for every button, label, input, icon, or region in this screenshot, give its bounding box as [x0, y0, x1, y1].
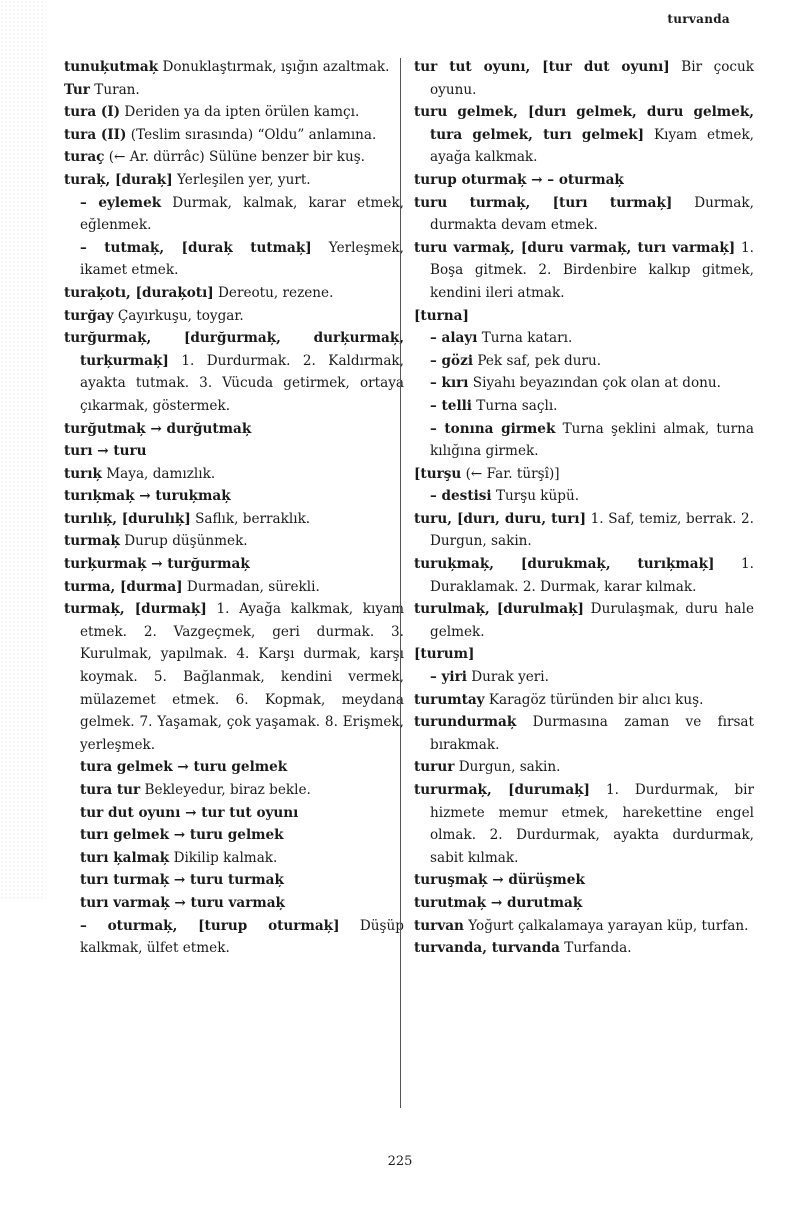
entry-headword: turu gelmek, [durı gelmek, duru gelmek, tura gelmek, turı gelmek]	[414, 104, 754, 143]
entry-definition: Siyahı beyazından çok olan at donu.	[472, 375, 721, 392]
entry-headword: turma, [durma]	[64, 578, 183, 595]
entry-definition: (← Far. türşî)]	[465, 465, 560, 482]
entry-headword: turmaķ, [durmaķ]	[64, 601, 207, 618]
entry-headword: tur tut oyunı, [tur dut oyunı]	[414, 59, 670, 75]
dictionary-entry	[414, 689, 754, 712]
entry-headword: turulmaķ, [durulmaķ]	[414, 601, 584, 618]
dictionary-entry	[414, 892, 754, 915]
entry-definition: Bekleyedur, biraz bekle.	[144, 782, 311, 798]
entry-definition: Durmadan, sürekli.	[186, 578, 320, 595]
entry-headword: turu varmaķ, [duru varmaķ, turı varmaķ]	[414, 239, 736, 256]
entry-headword: – alayı	[430, 330, 478, 347]
entry-headword: – telli	[430, 397, 472, 414]
entry-definition: Turan.	[94, 81, 140, 98]
entry-headword: turaķ, [duraķ]	[64, 171, 173, 188]
dictionary-entry	[414, 327, 754, 350]
entry-definition: 1. Durdurmak. 2. Kaldırmak, ayakta tutmak. 3. Vücuda getirmek, ortaya çıkarmak, göstermek.	[80, 352, 404, 414]
dictionary-entry	[64, 169, 404, 192]
entry-headword: turuşmaķ → dürüşmek	[414, 872, 585, 889]
entry-definition: Dikilip kalmak.	[173, 849, 278, 866]
dictionary-entry	[64, 802, 404, 825]
entry-definition: Durmak, durmakta devam etmek.	[430, 194, 754, 234]
dictionary-entry	[64, 79, 404, 102]
dictionary-entry	[64, 869, 404, 892]
entry-headword: [turum]	[414, 646, 475, 663]
entry-definition: Saflık, berraklık.	[195, 510, 311, 527]
entry-headword: turaç	[64, 149, 105, 166]
entry-headword: turıķ	[64, 465, 102, 482]
entry-headword: turaķotı, [duraķotı]	[64, 284, 214, 301]
entry-definition: Turşu küpü.	[495, 488, 580, 505]
dictionary-entry	[64, 146, 404, 169]
entry-headword: turı varmaķ → turu varmaķ	[80, 894, 285, 911]
entry-headword: turmaķ	[64, 533, 120, 550]
dictionary-entry	[64, 530, 404, 553]
entry-definition: Durmasına zaman ve fırsat bırakmak.	[430, 714, 754, 753]
entry-headword: tur dut oyunı → tur tut oyunı	[80, 804, 299, 821]
entry-definition: Durgun, sakin.	[458, 759, 561, 776]
entry-headword: turundurmaķ	[414, 714, 517, 731]
entry-definition: Durmak, kalmak, karar etmek, eğlenmek.	[80, 194, 405, 234]
entry-headword: – gözi	[430, 352, 473, 369]
entry-headword: turuķmaķ, [durukmaķ, turıķmaķ]	[414, 556, 715, 573]
entry-definition: Yerleşilen yer, yurt.	[177, 171, 311, 188]
entry-headword: turu turmaķ, [turı turmaķ]	[414, 194, 673, 211]
entry-definition: Çayırkuşu, toygar.	[117, 307, 244, 324]
right-column	[414, 56, 754, 960]
dictionary-entry	[414, 711, 754, 756]
entry-definition: 1. Durdurmak, bir hizmete memur etmek, harekettine engel olmak. 2. Durdurmak, ayakta durdurmak, sabit kılmak.	[430, 782, 754, 866]
entry-headword: Tur	[64, 81, 90, 98]
entry-headword: [turna]	[414, 307, 469, 324]
dictionary-entry	[414, 395, 754, 418]
entry-definition: Karagöz türünden bir alıcı kuş.	[488, 691, 704, 708]
entry-definition: Turfanda.	[564, 940, 632, 957]
entry-headword: tura gelmek → turu gelmek	[80, 759, 288, 776]
dictionary-entry	[64, 440, 404, 463]
dictionary-entry	[414, 237, 754, 305]
dictionary-entry	[414, 553, 754, 598]
entry-definition: 1. Saf, temiz, berrak. 2. Durgun, sakin.	[430, 510, 754, 550]
page-number: 225	[387, 1154, 413, 1169]
entry-headword: turğay	[64, 307, 114, 324]
entry-headword: turı gelmek → turu gelmek	[80, 827, 284, 844]
entry-headword: turup oturmaķ → – oturmaķ	[414, 171, 624, 188]
entry-definition: Durak yeri.	[471, 669, 549, 686]
scan-margin-texture	[0, 0, 46, 900]
entry-definition: (Teslim sırasında) “Oldu” anlamına.	[130, 126, 377, 143]
entry-definition: Turna şeklini almak, turna kılığına girmek.	[430, 420, 754, 460]
entry-headword: turğurmaķ, [durğurmaķ, durķurmaķ, turķurmaķ]	[64, 330, 404, 369]
column-divider	[400, 58, 401, 1108]
dictionary-entry	[64, 576, 404, 599]
dictionary-entry	[64, 847, 404, 870]
dictionary-entry	[64, 282, 404, 305]
entry-headword: tururmaķ, [durumaķ]	[414, 782, 590, 798]
entry-headword: turı → turu	[64, 443, 147, 460]
dictionary-entry	[64, 824, 404, 847]
entry-definition: Durulaşmak, duru hale gelmek.	[430, 601, 754, 640]
entry-headword: – kırı	[430, 375, 469, 392]
dictionary-entry	[64, 56, 404, 79]
entry-definition: Deriden ya da ipten örülen kamçı.	[124, 104, 360, 121]
dictionary-entry	[414, 937, 754, 960]
entry-definition: 1. Duraklamak. 2. Durmak, karar kılmak.	[430, 556, 754, 595]
dictionary-entry	[414, 643, 754, 666]
dictionary-entry	[64, 101, 404, 124]
entry-headword: turı turmaķ → turu turmaķ	[80, 872, 284, 889]
entry-headword: tura (II)	[64, 126, 127, 143]
entry-definition: Pek saf, pek duru.	[477, 352, 602, 369]
entry-definition: Bir çocuk oyunu.	[430, 59, 755, 98]
dictionary-entry	[64, 463, 404, 486]
entry-headword: turutmaķ → durutmaķ	[414, 894, 583, 911]
dictionary-entry	[64, 305, 404, 328]
dictionary-entry	[414, 101, 754, 169]
entry-headword: tunuķutmaķ	[64, 59, 159, 75]
entry-headword: tura tur	[80, 782, 141, 798]
entry-definition: Düşüp kalkmak, ülfet etmek.	[80, 917, 404, 957]
dictionary-entry	[64, 756, 404, 779]
entry-headword: turıķmaķ → turuķmaķ	[64, 488, 231, 505]
dictionary-entry	[414, 915, 754, 938]
entry-headword: – tutmaķ, [duraķ tutmaķ]	[80, 239, 312, 256]
dictionary-entry	[64, 124, 404, 147]
dictionary-entry	[414, 350, 754, 373]
entry-definition: Donuklaştırmak, ışığın azaltmak.	[162, 59, 390, 75]
dictionary-entry	[414, 508, 754, 553]
dictionary-entry	[64, 327, 404, 417]
entry-definition: Yoğurt çalkalamaya yarayan küp, turfan.	[468, 917, 749, 934]
dictionary-entry	[414, 485, 754, 508]
dictionary-entry	[64, 237, 404, 282]
dictionary-entry	[64, 598, 404, 756]
entry-definition: 1. Boşa gitmek. 2. Birdenbire kalkıp gitmek, kendini ileri atmak.	[430, 239, 754, 301]
dictionary-entry	[414, 56, 754, 101]
dictionary-entry	[414, 192, 754, 237]
entry-headword: – oturmaķ, [turup oturmaķ]	[80, 917, 340, 934]
entry-headword: – tonına girmek	[430, 420, 556, 437]
dictionary-entry	[64, 892, 404, 915]
entry-definition: Dereotu, rezene.	[218, 284, 334, 301]
dictionary-entry	[414, 372, 754, 395]
left-column	[64, 56, 404, 960]
running-header: turvanda	[667, 12, 730, 26]
dictionary-entry	[414, 169, 754, 192]
dictionary-entry	[64, 508, 404, 531]
entry-headword: turılıķ, [durulıķ]	[64, 510, 191, 527]
entry-headword: turvan	[414, 917, 464, 934]
dictionary-entry	[414, 779, 754, 869]
entry-headword: turķurmaķ → turğurmaķ	[64, 556, 250, 573]
entry-headword: turvanda, turvanda	[414, 940, 560, 957]
dictionary-entry	[64, 418, 404, 441]
dictionary-entry	[414, 463, 754, 486]
entry-definition: Kıyam etmek, ayağa kalkmak.	[430, 126, 754, 166]
dictionary-entry	[414, 598, 754, 643]
entry-definition: Turna katarı.	[481, 330, 573, 347]
dictionary-entry	[64, 915, 404, 960]
dictionary-entry	[64, 553, 404, 576]
dictionary-entry	[64, 779, 404, 802]
entry-definition: Durup düşünmek.	[124, 533, 248, 550]
entry-headword: turumtay	[414, 691, 485, 708]
entry-headword: [turşu	[414, 465, 462, 482]
dictionary-entry	[64, 192, 404, 237]
dictionary-entry	[414, 756, 754, 779]
entry-definition: Yerleşmek, ikamet etmek.	[80, 239, 404, 279]
entry-headword: – destisi	[430, 488, 492, 505]
entry-headword: tura (I)	[64, 104, 121, 121]
dictionary-entry	[414, 869, 754, 892]
dictionary-entry	[414, 418, 754, 463]
entry-headword: turu, [durı, duru, turı]	[414, 510, 587, 527]
entry-definition: Maya, damızlık.	[106, 465, 216, 482]
entry-headword: – yiri	[430, 669, 467, 686]
entry-definition: 1. Ayağa kalkmak, kıyam etmek. 2. Vazgeçmek, geri durmak. 3. Kurulmak, yapılmak. 4. Karşı durmak, karşı koymak. 5. Bağlanmak, kendini vermek, mülazemet etmek. 6. Kopmak, meydana gelmek. 7. Yaşamak, çok yaşamak. 8. Erişmek, yerleşmek.	[80, 601, 404, 753]
entry-definition: Turna saçlı.	[476, 397, 558, 414]
dictionary-entry	[414, 666, 754, 689]
dictionary-entry	[64, 485, 404, 508]
entry-headword: turur	[414, 759, 455, 776]
entry-headword: – eylemek	[80, 194, 162, 211]
dictionary-entry	[414, 305, 754, 328]
entry-headword: turğutmaķ → durğutmaķ	[64, 420, 252, 437]
entry-headword: turı ķalmaķ	[80, 849, 170, 866]
entry-definition: (← Ar. dürrâc) Sülüne benzer bir kuş.	[108, 149, 365, 166]
